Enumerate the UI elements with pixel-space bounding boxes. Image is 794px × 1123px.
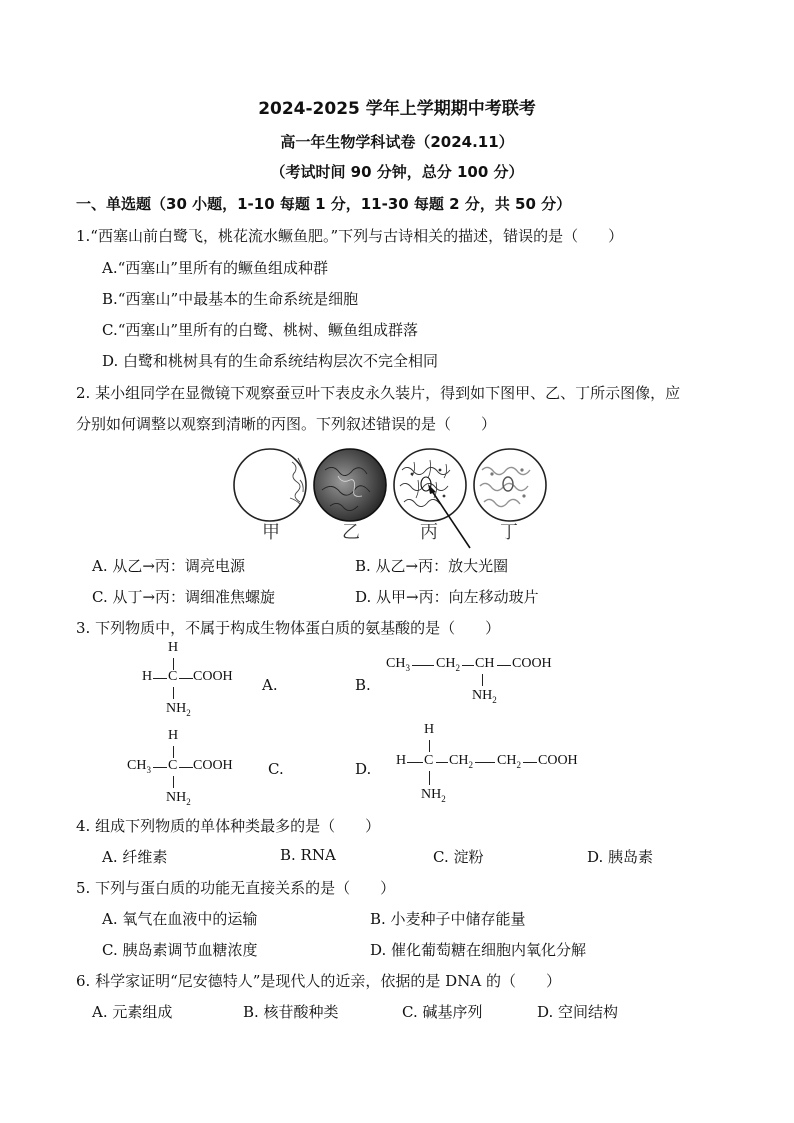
struct-b-ch3: $CH_3$ [386, 656, 410, 673]
struct-a-bond-right [179, 678, 193, 679]
q6-option-d: D. 空间结构 [537, 1003, 619, 1021]
q3-option-c: C. [268, 760, 284, 778]
q6-option-a: A. 元素组成 [92, 1003, 173, 1021]
q3-option-b: B. [355, 676, 371, 694]
struct-a-h-left: H [142, 669, 153, 684]
struct-a-h-top: H [168, 640, 179, 655]
q5-option-a: A. 氧气在血液中的运输 [102, 910, 258, 928]
struct-d-cooh: COOH [538, 753, 578, 768]
q4-stem: 4. 组成下列物质的单体种类最多的是（ ） [76, 817, 381, 835]
struct-a-bond-left [153, 678, 167, 679]
struct-b-ch: CH [475, 656, 495, 671]
q6-option-b: B. 核苷酸种类 [243, 1003, 339, 1021]
struct-d-bond-2 [475, 762, 495, 763]
struct-c-ch3: $CH_3$ [127, 758, 151, 775]
microscope-view-ding [474, 449, 546, 521]
q6-stem: 6. 科学家证明“尼安德特人”是现代人的近亲，依据的是 DNA 的（ ） [76, 972, 561, 990]
q5-stem: 5. 下列与蛋白质的功能无直接关系的是（ ） [76, 879, 396, 897]
q4-option-c: C. 淀粉 [433, 848, 484, 866]
q5-option-c: C. 胰岛素调节血糖浓度 [102, 941, 258, 959]
q1-option-a: A.“西塞山”里所有的鳜鱼组成种群 [102, 259, 328, 277]
q2-option-a: A. 从乙→丙：调亮电源 [92, 557, 245, 575]
q3-option-d: D. [355, 760, 372, 778]
exam-title: 2024-2025 学年上学期期中考联考 [258, 99, 536, 119]
q6-option-c: C. 碱基序列 [402, 1003, 483, 1021]
section-heading: 一、单选题（30 小题，1-10 每题 1 分，11-30 每题 2 分，共 50 分） [76, 195, 572, 213]
q2-option-d: D. 从甲→丙：向左移动玻片 [355, 588, 539, 606]
q1-option-d: D. 白鹭和桃树具有的生命系统结构层次不完全相同 [102, 352, 439, 370]
struct-a-bond-bottom [173, 687, 174, 699]
struct-c-c: C [168, 758, 178, 773]
struct-c-nh2: $NH_2$ [166, 790, 191, 807]
q4-option-a: A. 纤维素 [102, 848, 168, 866]
q2-stem-line1: 2. 某小组同学在显微镜下观察蚕豆叶下表皮永久装片，得到如下图甲、乙、丁所示图像，应 [76, 384, 681, 402]
q2-option-c: C. 从丁→丙：调细准焦螺旋 [92, 588, 276, 606]
q1-option-b: B.“西塞山”中最基本的生命系统是细胞 [102, 290, 359, 308]
struct-d-ch2-a: $CH_2$ [449, 753, 473, 770]
struct-d-h-top: H [424, 722, 435, 737]
struct-c-bond-top [173, 746, 174, 758]
q2-option-b: B. 从乙→丙：放大光圈 [355, 557, 509, 575]
label-yi: 乙 [342, 522, 360, 543]
struct-b-bond-1 [412, 665, 434, 666]
q3-stem: 3. 下列物质中，不属于构成生物体蛋白质的氨基酸的是（ ） [76, 619, 501, 637]
struct-d-ch2-b: $CH_2$ [497, 753, 521, 770]
struct-d-bond-3 [523, 762, 537, 763]
struct-d-c: C [424, 753, 434, 768]
q4-option-d: D. 胰岛素 [587, 848, 654, 866]
struct-b-bond-3 [497, 665, 511, 666]
exam-info: （考试时间 90 分钟，总分 100 分） [270, 163, 524, 181]
exam-subtitle: 高一年生物学科试卷（2024.11） [280, 133, 514, 151]
q4-option-b: B. RNA [280, 846, 336, 864]
struct-d-nh2: $NH_2$ [421, 787, 446, 804]
struct-b-bond-2 [462, 665, 474, 666]
struct-b-ch2: $CH_2$ [436, 656, 460, 673]
struct-a-cooh: COOH [193, 669, 233, 684]
struct-b-bond-down [482, 674, 483, 686]
struct-d-h-left: H [396, 753, 407, 768]
q2-stem-line2: 分别如何调整以观察到清晰的丙图。下列叙述错误的是（ ） [76, 415, 497, 433]
q1-option-c: C.“西塞山”里所有的白鹭、桃树、鳜鱼组成群落 [102, 321, 419, 339]
struct-a-c: C [168, 669, 178, 684]
label-bing: 丙 [420, 522, 438, 543]
q5-option-d: D. 催化葡萄糖在细胞内氧化分解 [370, 941, 587, 959]
struct-b-nh2: $NH_2$ [472, 688, 497, 705]
struct-c-bond-bottom [173, 776, 174, 788]
q1-stem: 1.“西塞山前白鹭飞，桃花流水鳜鱼肥。”下列与古诗相关的描述，错误的是（ ） [76, 227, 624, 245]
struct-c-cooh: COOH [193, 758, 233, 773]
q3-option-a: A. [262, 676, 278, 694]
struct-b-cooh: COOH [512, 656, 552, 671]
struct-d-bond-top [429, 740, 430, 752]
struct-a-nh2: $NH_2$ [166, 701, 191, 718]
microscope-view-yi [314, 449, 386, 521]
struct-c-h-top: H [168, 728, 179, 743]
struct-d-bond-left [407, 762, 423, 763]
struct-c-bond-right [179, 767, 193, 768]
struct-c-bond-left [153, 767, 167, 768]
struct-d-bond-1 [436, 762, 448, 763]
q5-option-b: B. 小麦种子中储存能量 [370, 910, 526, 928]
label-ding: 丁 [500, 522, 518, 543]
label-jia: 甲 [262, 522, 280, 543]
microscope-view-jia [234, 449, 306, 521]
struct-d-bond-bottom [429, 771, 430, 785]
